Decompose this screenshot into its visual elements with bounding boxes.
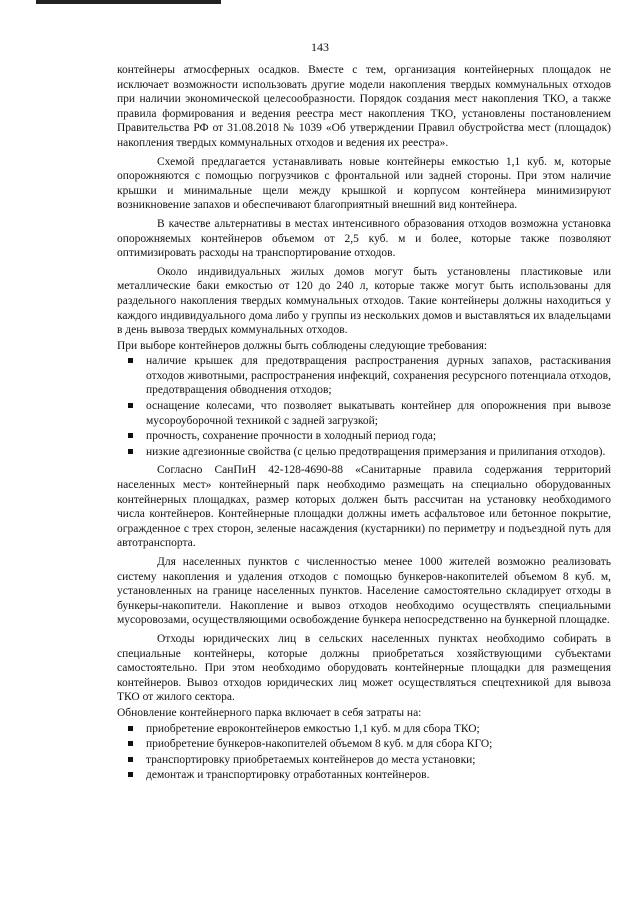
paragraph: Около индивидуальных жилых домов могут быть установлены пластиковые или металлические баки емкостью от 120 до 240 л, которые также могут быть использованы для раздельного накопления твердых коммунальных отходов. Такие контейнеры должны находиться у каждого индивидуального дома либо у группы из нескольких домов и выставляться их владельцами в день вывоза твердых коммунальных отходов. <box>117 265 611 337</box>
list-item <box>117 429 611 444</box>
top-rule <box>36 0 221 4</box>
bullet-icon <box>128 358 133 363</box>
list-item-text: приобретение бункеров-накопителей объемом 8 куб. м для сбора КГО; <box>146 738 493 751</box>
document-body <box>117 63 611 786</box>
renewal-list <box>117 722 611 783</box>
paragraph: Согласно СанПиН 42-128-4690-88 «Санитарные правила содержания территорий населенных мест» контейнерный парк необходимо размещать на специально оборудованных контейнерных площадках, размер которых должен быть рассчитан на установку необходимого числа контейнеров. Контейнерные площадки должны иметь асфальтовое или бетонное покрытие, огражденное с трех сторон, зеленые насаждения (кустарники) по периметру и подъездной путь для автотранспорта. <box>117 464 611 550</box>
bullet-icon <box>128 433 133 438</box>
list-item-text: транспортировку приобретаемых контейнеров до места установки; <box>146 753 476 766</box>
paragraph: Отходы юридических лиц в сельских населенных пунктах необходимо собирать в специальные контейнеры, которые должны приобретаться хозяйствующими субъектами самостоятельно. При этом необходимо оборудовать контейнерные площадки для размещения контейнеров. Вывоз отходов юридических лиц может осуществляться спецтехникой для вывоза ТКО от жилого сектора. <box>117 632 611 704</box>
list-item <box>117 445 611 460</box>
list-item-text: прочность, сохранение прочности в холодный период года; <box>146 430 437 443</box>
bullet-icon <box>128 772 133 777</box>
list-item-text: низкие адгезионные свойства (с целью предотвращения примерзания и прилипания отходов). <box>146 445 606 458</box>
paragraph: В качестве альтернативы в местах интенсивного образования отходов возможна установка опорожняемых контейнеров объемом от 2,5 куб. м и более, которые также позволяют оптимизировать расходы на транспортирование отходов. <box>117 217 611 260</box>
bullet-icon <box>128 403 133 408</box>
list-item-text: демонтаж и транспортировку отработанных контейнеров. <box>146 769 430 782</box>
list-item <box>117 737 611 752</box>
paragraph: контейнеры атмосферных осадков. Вместе с тем, организация контейнерных площадок не исключает возможности использовать другие модели накопления твердых коммунальных отходов при наличии экономической целесообразности. Порядок создания мест накопления ТКО, а также правила формирования и ведения реестра мест накопления ТКО, установлены постановлением Правительства РФ от 31.08.2018 № 1039 «Об утверждении Правил обустройства мест (площадок) накопления твердых коммунальных отходов и ведения их реестра». <box>117 64 611 149</box>
renewal-intro: Обновление контейнерного парка включает в себя затраты на: <box>117 706 422 719</box>
bullet-icon <box>128 726 133 731</box>
list-item <box>117 753 611 768</box>
bullet-icon <box>128 449 133 454</box>
list-item <box>117 399 611 428</box>
list-item <box>117 722 611 737</box>
bullet-icon <box>128 741 133 746</box>
page-number: 143 <box>311 40 329 54</box>
paragraph: Схемой предлагается устанавливать новые контейнеры емкостью 1,1 куб. м, которые опорожняются с помощью погрузчиков с фронтальной или задней стороны. При этом наличие крышки и минимальные щели между крышкой и корпусом контейнера минимизируют возникновение запахов и обеспечивают благоприятный внешний вид контейнера. <box>117 155 611 212</box>
list-item-text: наличие крышек для предотвращения распространения дурных запахов, растаскивания отходов животными, распространения инфекций, сохранения ресурсного потенциала отходов, предотвращения обводнения отходов; <box>146 355 611 397</box>
list-item <box>117 768 611 783</box>
paragraph: Для населенных пунктов с численностью менее 1000 жителей возможно реализовать систему накопления и удаления отходов с помощью бункеров-накопителей объемом 8 куб. м, установленных на границе населенных пунктов. Население самостоятельно складирует отходы в бункеры-накопители. Накопление и вывоз отходов необходимо осуществлять специальными мусоровозами, осуществляющими освобождение бункера непосредственно на бункерной площадке. <box>117 556 611 627</box>
list-item-text: оснащение колесами, что позволяет выкатывать контейнер для опорожнения при вывозе мусороуборочной техникой с задней загрузкой; <box>146 400 611 427</box>
requirements-intro: При выборе контейнеров должны быть соблюдены следующие требования: <box>117 339 488 352</box>
list-item-text: приобретение евроконтейнеров емкостью 1,1 куб. м для сбора ТКО; <box>146 722 480 735</box>
bullet-icon <box>128 757 133 762</box>
list-item <box>117 354 611 398</box>
requirements-list <box>117 354 611 459</box>
